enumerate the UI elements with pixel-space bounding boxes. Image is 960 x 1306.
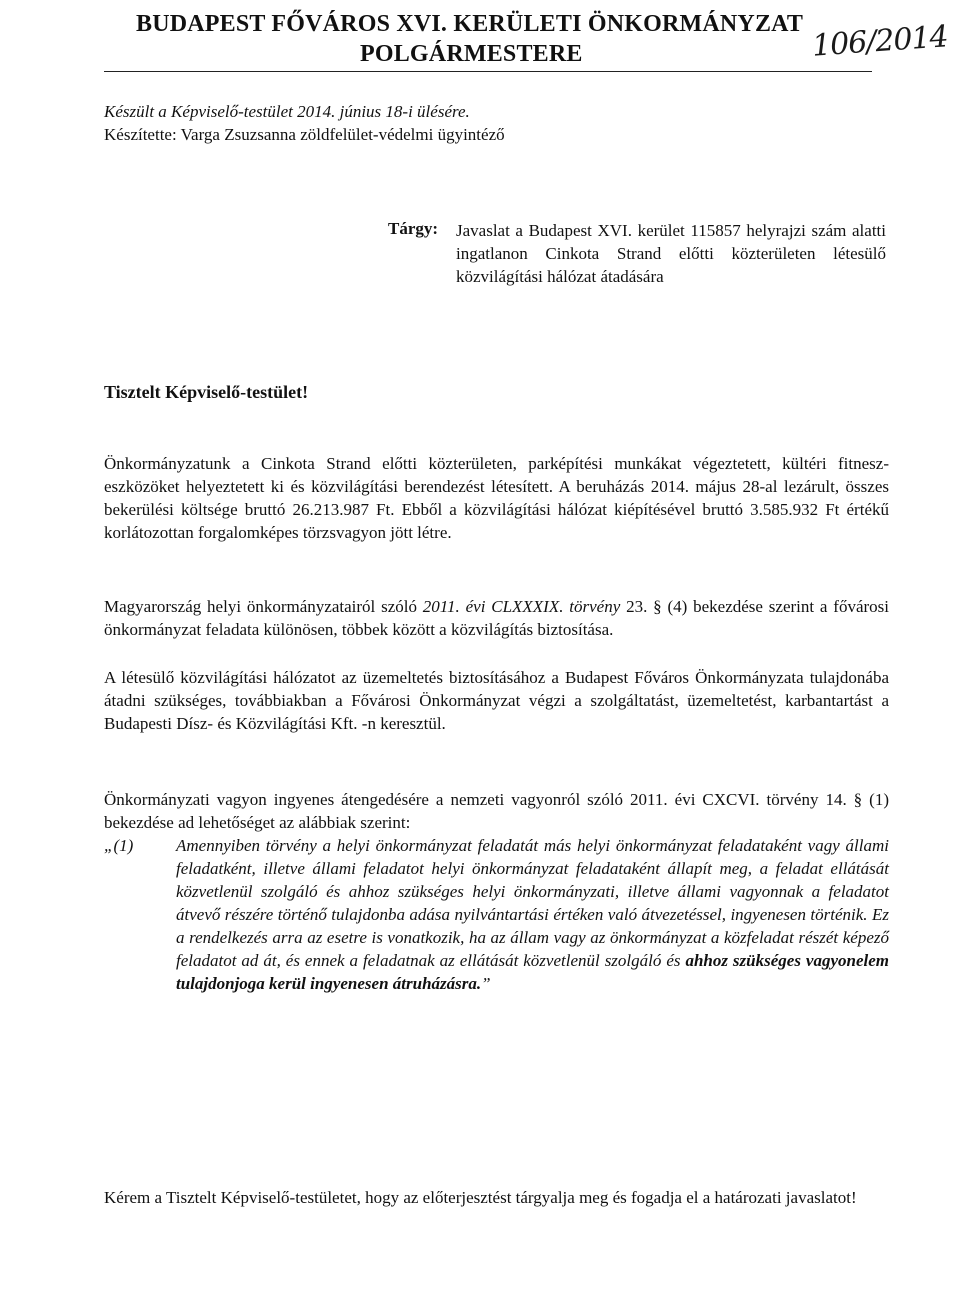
quote-number: „(1) xyxy=(104,836,134,855)
header-rule xyxy=(104,71,872,72)
greeting: Tisztelt Képviselő-testület! xyxy=(104,382,309,402)
subject-text: Javaslat a Budapest XVI. kerület 115857 helyrajzi szám alatti ingatlanon Cinkota Strand előtti közterületen létesülő közvilágítási hálózat átadására xyxy=(456,221,886,286)
handwritten-file-number: 106/2014 xyxy=(810,19,949,64)
paragraph-transfer: A létesülő közvilágítási hálózatot az üzemeltetés biztosításához a Budapest Főváros Önkormányzata tulajdonába átadni szükséges, továbbiakban a Fővárosi Önkormányzat végzi a szolgáltatást, üzemeltetést, karbantartást a Budapesti Dísz- és Közvilágítási Kft. -n keresztül. xyxy=(104,668,889,733)
paragraph-asset-law: Önkormányzati vagyon ingyenes átengedésére a nemzeti vagyonról szóló 2011. évi CXCVI. törvény 14. § (1) bekezdése ad lehetőséget az alábbiak szerint: xyxy=(104,790,889,832)
paragraph-law-reference xyxy=(104,595,889,641)
law-text-lead: Magyarország helyi önkormányzatairól szóló xyxy=(104,597,423,616)
law-quote xyxy=(176,834,889,995)
subject-label: Tárgy: xyxy=(388,219,439,238)
law-text-rest: 23. § (4) bekezdése szerint a fővárosi önkormányzat feladata különösen, többek között a közvilágítás biztosítása. xyxy=(104,597,889,639)
prepared-for-line: Készült a Képviselő-testület 2014. június 18-i ülésére. xyxy=(104,102,470,121)
quote-text: Amennyiben törvény a helyi önkormányzat feladatát más helyi önkormányzat feladataként vagy állami feladatként, illetve állami feladatot helyi önkormányzat feladataként állapít meg, a feladat ellátását közvetlenül szolgáló és ahhoz szükséges helyi önkormányzati, illetve állami vagyonnak a feladatot átvevő részére történő tulajdonba adása nyilvántartási értéken való átvezetéssel, ingyenesen történik. Ez a rendelkezés arra az esetre is vonatkozik, ha az állam vagy az önkormányzat a közfeladat részét képező feladatot ad át, és ennek a feladatnak az ellátását közvetlenül szolgáló és xyxy=(176,836,889,970)
paragraph-investment: Önkormányzatunk a Cinkota Strand előtti közterületen, parképítési munkákat végeztetett, kültéri fitnesz-eszközöket helyeztetett ki és közvilágítási berendezést létesített. A beruházás 2014. május 28-al lezárult, összes bekerülési költsége bruttó 26.213.987 Ft. Ebből a közvilágítási hálózat kiépítésével bruttó 3.585.932 Ft értékű korlátozottan forgalomképes törzsvagyon jött létre. xyxy=(104,454,889,542)
quote-bold-text: ahhoz szükséges vagyonelem tulajdonjoga kerül ingyenesen átruházásra. xyxy=(176,951,889,993)
closing-request: Kérem a Tisztelt Képviselő-testületet, hogy az előterjesztést tárgyalja meg és fogadja el a határozati javaslatot! xyxy=(104,1188,857,1207)
header-office: POLGÁRMESTERE xyxy=(360,41,583,67)
prepared-by-line: Készítette: Varga Zsuzsanna zöldfelület-védelmi ügyintéző xyxy=(104,125,505,144)
quote-close-mark: ” xyxy=(481,974,491,993)
law-title: 2011. évi CLXXXIX. törvény xyxy=(422,597,621,616)
header-institution: BUDAPEST FŐVÁROS XVI. KERÜLETI ÖNKORMÁNYZAT xyxy=(136,11,804,37)
